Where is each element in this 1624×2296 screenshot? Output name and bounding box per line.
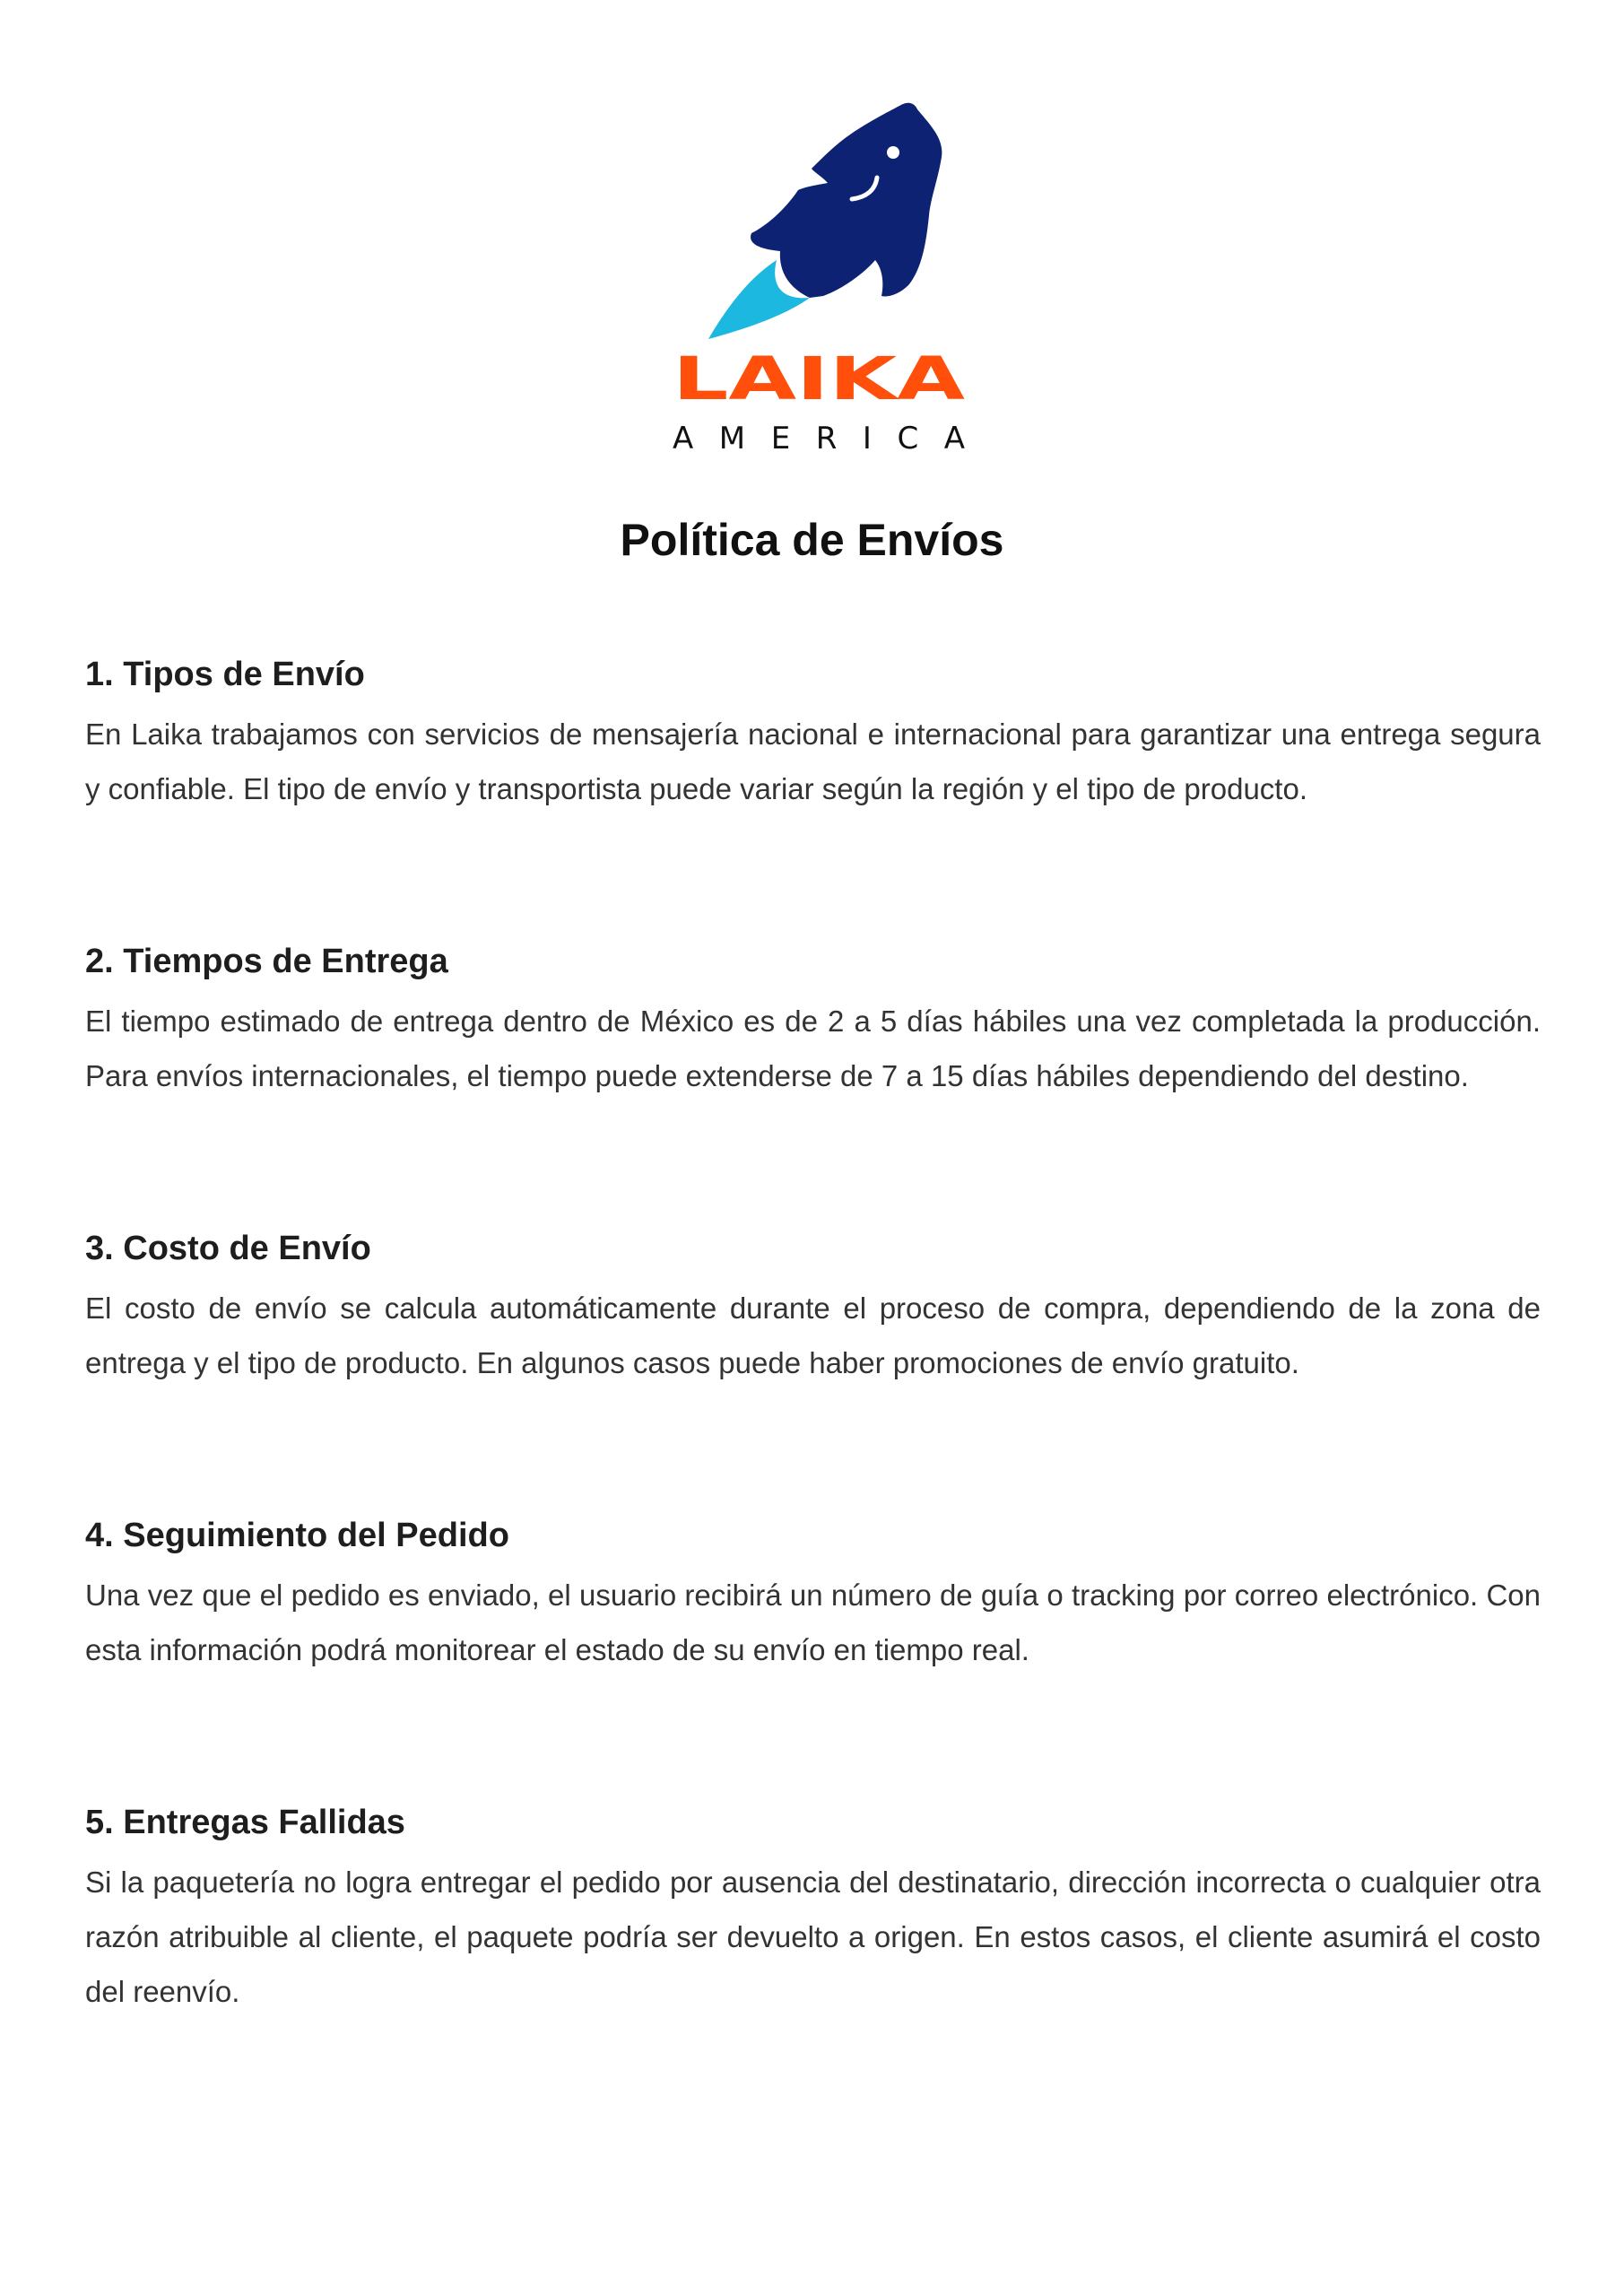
section-heading: 3. Costo de Envío xyxy=(85,1230,371,1267)
logo-wordmark: LAIKA xyxy=(673,344,965,413)
section-tiempos-de-entrega xyxy=(85,942,1541,1103)
section-seguimiento-del-pedido xyxy=(85,1516,1541,1677)
section-heading: 1. Tipos de Envío xyxy=(85,656,365,693)
section-body: El tiempo estimado de entrega dentro de México es de 2 a 5 días hábiles una vez completada la producción. Para envíos internacionales, el tiempo puede extenderse de 7 a 15 días hábiles dependiendo del destino. xyxy=(85,1004,1541,1092)
section-body: En Laika trabajamos con servicios de mensajería nacional e internacional para garantizar una entrega segura y confiable. El tipo de envío y transportista puede variar según la región y el tipo de producto. xyxy=(85,718,1541,805)
logo-subtitle: AMERICA xyxy=(673,421,965,457)
laika-america-logo xyxy=(653,90,985,457)
section-heading: 4. Seguimiento del Pedido xyxy=(85,1517,509,1554)
section-heading: 5. Entregas Fallidas xyxy=(85,1804,405,1841)
section-body: Una vez que el pedido es enviado, el usuario recibirá un número de guía o tracking por correo electrónico. Con esta información podrá monitorear el estado de su envío en tiempo real. xyxy=(85,1578,1541,1666)
section-heading: 2. Tiempos de Entrega xyxy=(85,943,448,980)
page-title: Política de Envíos xyxy=(620,515,1004,565)
section-entregas-fallidas xyxy=(85,1803,1541,2019)
dog-eye xyxy=(887,146,899,159)
section-costo-de-envio xyxy=(85,1229,1541,1390)
section-body: Si la paquetería no logra entregar el pedido por ausencia del destinatario, dirección incorrecta o cualquier otra razón atribuible al cliente, el paquete podría ser devuelto a origen. En estos casos, el cliente asumirá el costo del reenvío. xyxy=(85,1866,1541,2008)
section-body: El costo de envío se calcula automáticamente durante el proceso de compra, dependiendo de la zona de entrega y el tipo de producto. En algunos casos puede haber promociones de envío gratuito. xyxy=(85,1292,1541,1379)
dog-shape xyxy=(751,103,942,298)
section-tipos-de-envio xyxy=(85,655,1541,816)
laika-dog-rocket-icon xyxy=(653,90,985,457)
